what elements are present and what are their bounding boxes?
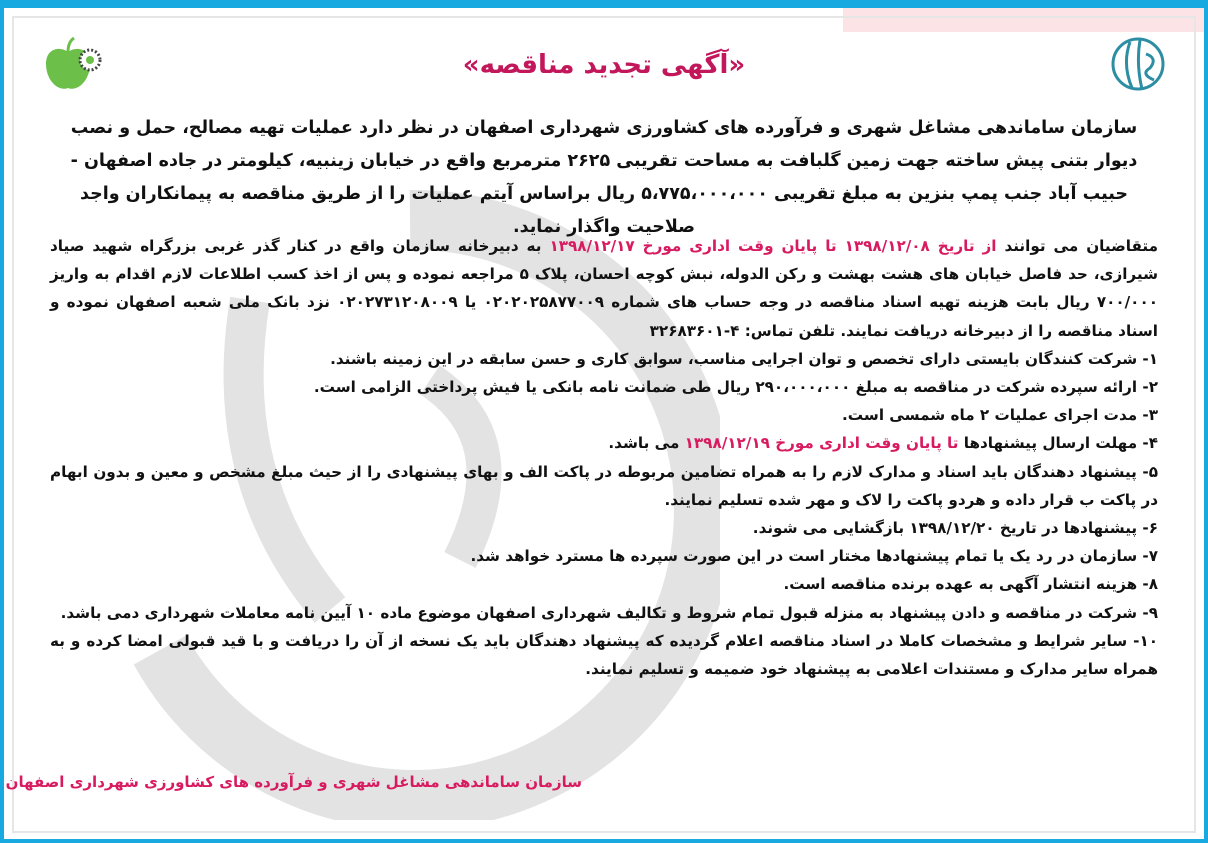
text: می باشد. (608, 434, 685, 453)
condition-item: ۳- مدت اجرای عملیات ۲ ماه شمسی است. (842, 406, 1158, 425)
condition-item: ۱۰- سایر شرایط و مشخصات کاملا در اسناد مناقصه اعلام گردیده که پیشنهاد دهندگان باید یک نسخه از آن را دریافت و با قید قبولی امضا کرده و به همراه سایر مدارک و مستندات اعلامی به پیشنهاد خود ضمیمه و تسلیم نمایند. (50, 631, 1158, 679)
application-paragraph (50, 232, 1158, 345)
text: متقاضیان می توانند (996, 237, 1158, 255)
text: ۴- مهلت ارسال پیشنهادها (958, 434, 1158, 453)
intro-paragraph: سازمان ساماندهی مشاغل شهری و فرآورده های کشاورزی شهرداری اصفهان در نظر دارد عملیات تهیه مصالح، حمل و نصب دیوار بتنی پیش ساخته جهت زمین گلبافت به مساحت تقریبی ۲۶۲۵ مترمربع واقع در خیابان زینبیه، کیلومتر در جاده اصفهان - حبیب آباد جنب پمپ بنزین به مبلغ تقریبی ۵،۷۷۵،۰۰۰،۰۰۰ ریال براساس آیتم عملیات را از طریق مناقصه به پیمانکاران واجد صلاحیت واگذار نماید. (70, 118, 1138, 237)
condition-item: ۵- پیشنهاد دهندگان باید اسناد و مدارک لازم را به همراه تضامین مربوطه در پاکت الف و بهای پیشنهادی را از حیث مبلغ مشخص و معین و بدون ابهام در پاکت ب قرار داده و هردو پاکت را لاک و مهر شده تسلیم نمایند. (50, 462, 1158, 509)
text: به دبیرخانه سازمان واقع در کنار گذر غربی بزرگراه شهید صیاد شیرازی، حد فاصل خیابان های هشت بهشت و رکن الدوله، نبش کوچه احسان، پلاک ۵ مراجعه نموده و پس از اخذ کسب اطلاعات لازم اقدام به واریز ۷۰۰/۰۰۰ ریال بابت هزینه تهیه اسناد مناقصه در وجه حساب های شماره ۰۲۰۲۰۲۵۸۷۷۰۰۹ یا ۰۲۰۲۷۳۱۲۰۸۰۰۹ نزد بانک ملی شعبه اصفهان نموده و اسناد مناقصه را از دبیرخانه دریافت نمایند. تلفن تماس: ۴-۳۲۶۸۳۶۰۱ (50, 237, 1159, 340)
condition-item: ۶- پیشنهادها در تاریخ ۱۳۹۸/۱۲/۲۰ بازگشایی می شوند. (752, 519, 1158, 538)
deadline-highlight: تا پایان وقت اداری مورخ ۱۳۹۸/۱۲/۱۹ (684, 434, 959, 453)
condition-item (50, 429, 1158, 457)
issuer-signature: سازمان ساماندهی مشاغل شهری و فرآورده های کشاورزی شهرداری اصفهان (5, 773, 582, 791)
condition-item: ۲- ارائه سپرده شرکت در مناقصه به مبلغ ۲۹۰،۰۰۰،۰۰۰ ریال طی ضمانت نامه بانکی یا فیش پرداختی الزامی است. (313, 378, 1158, 397)
condition-item: ۹- شرکت در مناقصه و دادن پیشنهاد به منزله قبول تمام شروط و تکالیف شهرداری اصفهان موضوع ماده ۱۰ آیین نامه معاملات شهرداری دمی باشد. (60, 603, 1158, 622)
date-range-highlight: از تاریخ ۱۳۹۸/۱۲/۰۸ تا پایان وقت اداری مورخ ۱۳۹۸/۱۲/۱۷ (549, 237, 997, 255)
ad-title: «آگهی تجدید مناقصه» (462, 50, 746, 80)
condition-item: ۸- هزینه انتشار آگهی به عهده برنده مناقصه است. (783, 575, 1158, 594)
ad-body (50, 232, 1158, 683)
condition-item: ۱- شرکت کنندگان بایستی دارای تخصص و توان اجرایی مناسب، سوابق کاری و حسن سابقه در این زمینه باشند. (330, 349, 1158, 368)
condition-item: ۷- سازمان در رد یک یا تمام پیشنهادها مختار است در این صورت سپرده ها مسترد خواهد شد. (470, 547, 1158, 566)
